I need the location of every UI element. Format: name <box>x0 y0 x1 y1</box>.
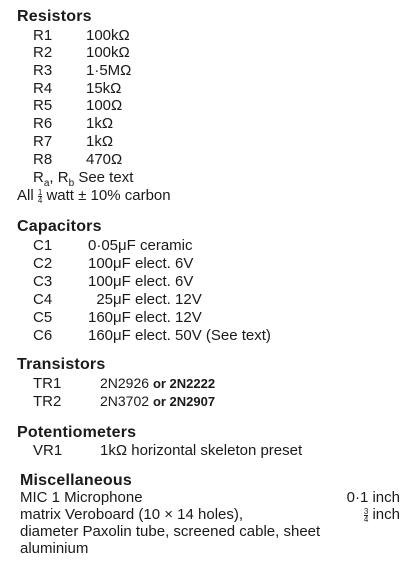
capacitors-heading: Capacitors <box>17 218 102 235</box>
resistor-id: R4 <box>33 80 53 97</box>
resistor-value: 1·5MΩ <box>86 62 132 79</box>
resistor-id: R8 <box>33 151 53 168</box>
rating-prefix: All <box>17 187 34 204</box>
misc-inch-unit: inch <box>372 506 400 523</box>
capacitor-value: 100μF elect. 6V <box>88 273 194 290</box>
miscellaneous-heading: Miscellaneous <box>20 472 132 489</box>
resistor-value: 100Ω <box>86 97 123 114</box>
rating-suffix: watt ± 10% carbon <box>46 187 171 204</box>
quarter-fraction <box>38 189 42 204</box>
ra-label: R <box>33 169 44 186</box>
capacitor-value: 100μF elect. 6V <box>88 255 194 272</box>
fraction-numerator: 1 <box>37 187 43 197</box>
transistor-value-line <box>100 393 215 410</box>
misc-line-2 <box>20 507 400 523</box>
transistor-value-line <box>100 375 215 392</box>
resistors-heading: Resistors <box>17 8 92 25</box>
rb-subscript: b <box>68 178 75 189</box>
misc-tube-size <box>364 507 400 523</box>
potentiometer-value: 1kΩ horizontal skeleton preset <box>100 442 303 459</box>
resistor-id: R3 <box>33 62 53 79</box>
capacitor-value: 25μF elect. 12V <box>88 291 202 308</box>
resistor-id: R7 <box>33 133 53 150</box>
misc-line-3: diameter Paxolin tube, screened cable, sheet <box>20 523 321 540</box>
capacitor-id: C4 <box>33 291 53 308</box>
fraction-numerator: 3 <box>363 506 369 516</box>
resistor-id: R1 <box>33 27 53 44</box>
resistor-value: 470Ω <box>86 151 123 168</box>
resistor-ra-rb-line: $R_a$, $R_b$ See text <box>33 169 134 189</box>
see-text-note: See text <box>78 169 134 186</box>
misc-microphone: MIC 1 Microphone <box>20 489 143 506</box>
resistor-id: R5 <box>33 97 53 114</box>
capacitor-id: C3 <box>33 273 53 290</box>
resistor-id: R2 <box>33 44 53 61</box>
potentiometer-id: VR1 <box>33 442 63 459</box>
transistor-alternative: or 2N2907 <box>152 394 216 409</box>
misc-line-1 <box>20 490 400 506</box>
capacitor-id: C1 <box>33 237 53 254</box>
capacitor-value: 160μF elect. 50V (See text) <box>88 327 271 344</box>
resistor-value: 1kΩ <box>86 133 114 150</box>
resistor-value: 15kΩ <box>86 80 122 97</box>
potentiometers-heading: Potentiometers <box>17 424 137 441</box>
transistor-value: 2N2926 <box>100 375 150 391</box>
capacitor-value: 160μF elect. 12V <box>88 309 202 326</box>
transistor-alternative: or 2N2222 <box>152 376 216 391</box>
ra-subscript: a <box>43 178 50 189</box>
resistor-value: 100kΩ <box>86 27 130 44</box>
transistor-id: TR1 <box>33 375 62 392</box>
transistor-value: 2N3702 <box>100 393 150 409</box>
fraction-denominator: 4 <box>37 195 43 205</box>
resistor-value: 100kΩ <box>86 44 130 61</box>
three-quarter-fraction <box>364 508 368 523</box>
resistor-value: 1kΩ <box>86 115 114 132</box>
misc-veroboard: matrix Veroboard (10 × 14 holes), <box>20 506 244 523</box>
rb-label: R <box>57 169 69 186</box>
misc-line-4: aluminium <box>20 540 89 557</box>
misc-pitch: 0·1 inch <box>346 489 400 506</box>
fraction-denominator: 4 <box>363 514 369 524</box>
resistor-id: R6 <box>33 115 53 132</box>
capacitor-id: C2 <box>33 255 53 272</box>
transistors-heading: Transistors <box>17 356 106 373</box>
resistor-rating-note <box>17 187 171 204</box>
capacitor-id: C6 <box>33 327 53 344</box>
capacitor-id: C5 <box>33 309 53 326</box>
transistor-id: TR2 <box>33 393 62 410</box>
capacitor-value: 0·05μF ceramic <box>88 237 193 254</box>
